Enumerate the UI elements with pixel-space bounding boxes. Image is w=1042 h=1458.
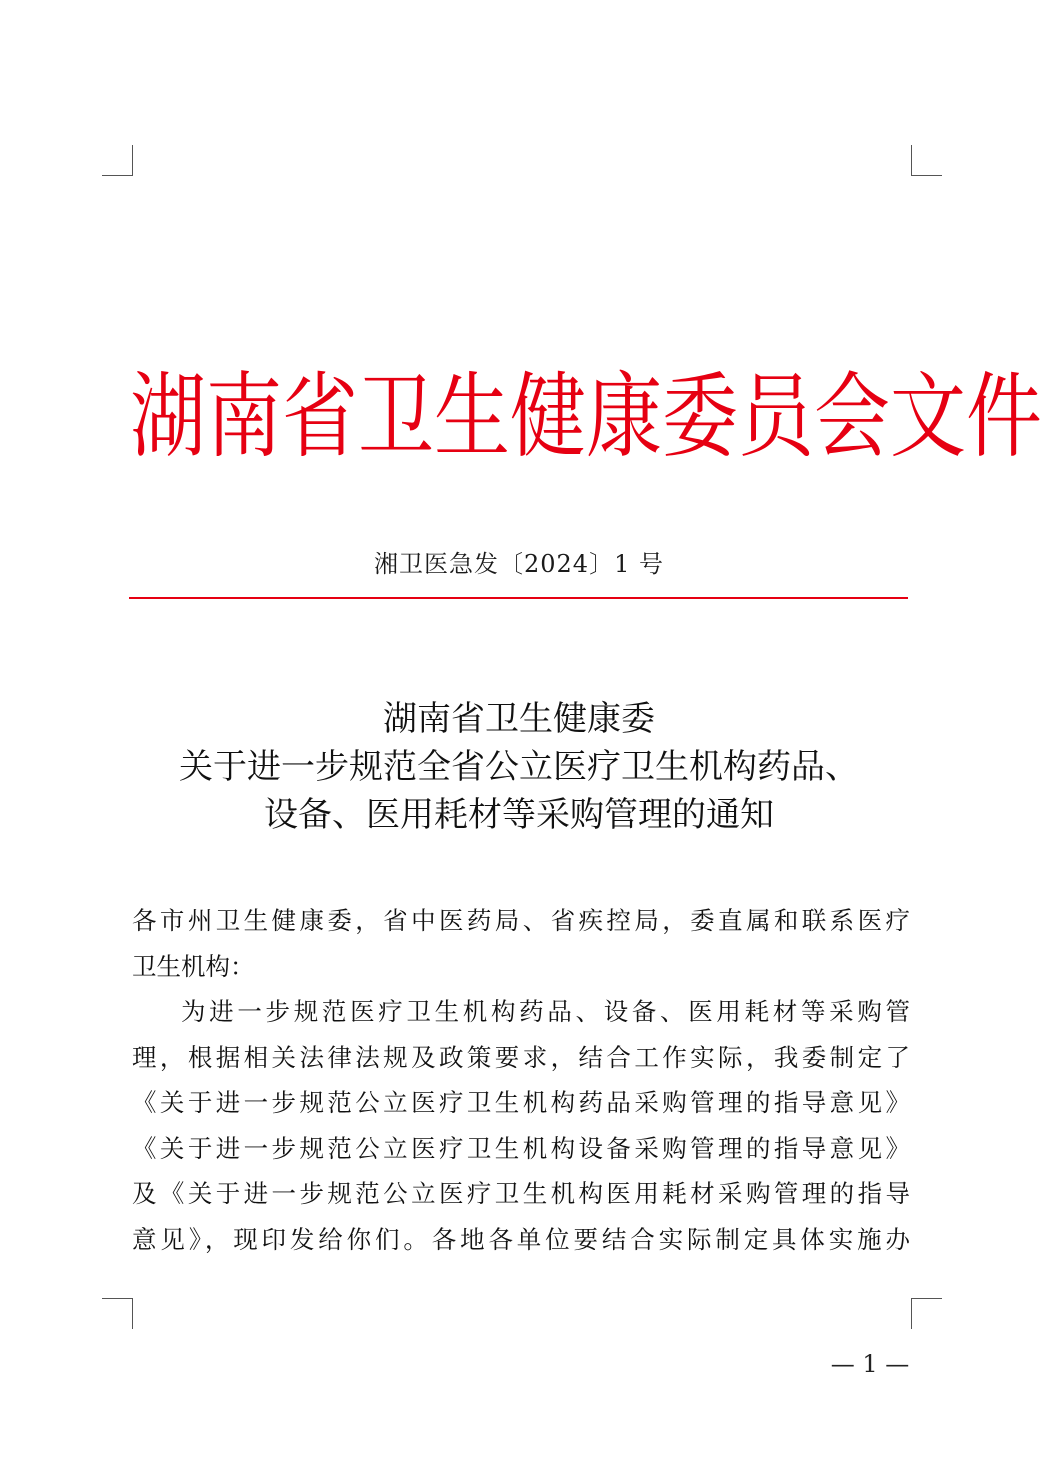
body-line: 理，根据相关法律法规及政策要求，结合工作实际，我委制定了: [132, 1042, 910, 1072]
crop-mark-bottom-right: [911, 1298, 942, 1329]
crop-mark-top-right: [911, 145, 942, 176]
letterhead-char: 委: [662, 362, 738, 471]
letterhead-char: 件: [966, 362, 1042, 471]
letterhead-char: 康: [586, 362, 662, 471]
letterhead-char: 员: [738, 362, 814, 471]
red-divider-line: [129, 597, 908, 599]
letterhead-title: [130, 362, 1042, 472]
notice-body: [132, 898, 910, 1262]
body-line: 各市州卫生健康委，省中医药局、省疾控局，委直属和联系医疗: [132, 906, 910, 935]
notice-title: [130, 695, 908, 839]
body-line: 卫生机构：: [132, 951, 255, 981]
letterhead-char: 省: [282, 362, 358, 471]
page-number: — 1 —: [830, 1350, 910, 1378]
body-line: 《关于进一步规范公立医疗卫生机构设备采购管理的指导意见》: [132, 1133, 910, 1163]
letterhead-char: 生: [434, 362, 510, 471]
body-line: 为进一步规范医疗卫生机构药品、设备、医用耗材等采购管: [181, 997, 910, 1026]
notice-title-line-2: 关于进一步规范全省公立医疗卫生机构药品、: [179, 747, 859, 787]
body-line: 意见》，现印发给你们。各地各单位要结合实际制定具体实施办: [132, 1224, 910, 1254]
letterhead-char: 卫: [358, 362, 434, 471]
crop-mark-top-left: [102, 145, 133, 176]
letterhead-char: 湖: [130, 362, 206, 471]
notice-title-line-1: 湖南省卫生健康委: [383, 699, 655, 739]
letterhead-char: 文: [890, 362, 966, 471]
letterhead-char: 会: [814, 362, 890, 471]
document-number: 湘卫医急发〔2024〕1 号: [374, 550, 664, 578]
body-line: 《关于进一步规范公立医疗卫生机构药品采购管理的指导意见》: [132, 1088, 910, 1117]
body-line: 及《关于进一步规范公立医疗卫生机构医用耗材采购管理的指导: [132, 1179, 910, 1208]
crop-mark-bottom-left: [102, 1298, 133, 1329]
letterhead-char: 南: [206, 362, 282, 471]
notice-title-line-3: 设备、医用耗材等采购管理的通知: [264, 795, 774, 835]
letterhead-char: 健: [510, 362, 586, 471]
